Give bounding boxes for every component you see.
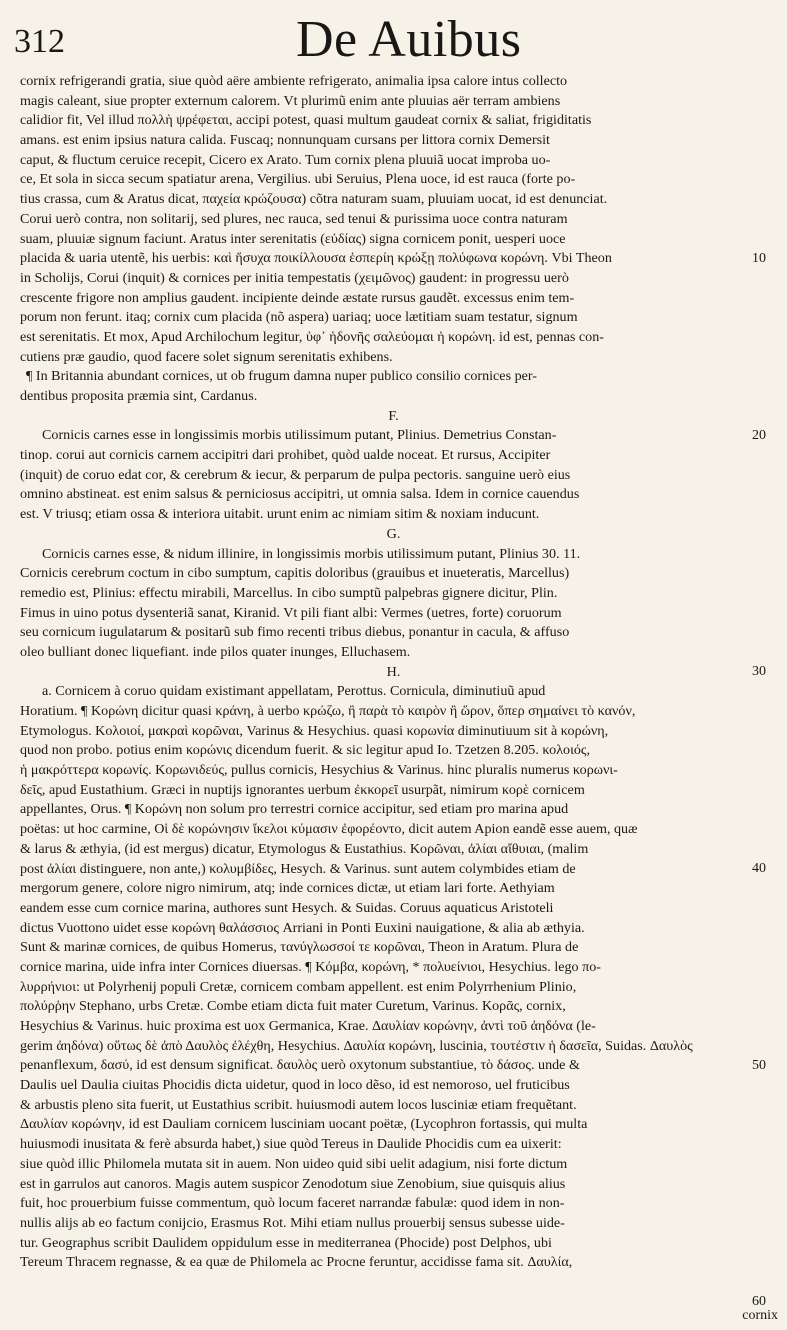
text-line: Sunt & marinæ cornices, de quibus Homerus, τανύγλωσσοί τε κορῶναι, Theon in Aratum. Plura de: [20, 939, 579, 956]
text-line: siue quòd illic Philomela mutata sit in auem. Non uideo quid sibi uelit adagium, nisi forte dictum: [20, 1155, 568, 1172]
text-line: (inquit) de coruo edat cor, & cerebrum & iecur, & perparum de pulpa pectoris. sanguine uerò eius: [20, 466, 571, 483]
text-line: porum non ferunt. itaq; cornix cum placida (nõ aspera) uariaq; uoce lætitiam suam testatur, signum: [20, 309, 578, 326]
text-line: mergorum genere, colore nigro nimirum, atq; inde cornices dictæ, ut etiam lari forte. Aethyiam: [20, 880, 555, 897]
text-line: oleo bulliant donec liquefiant. inde pilos quater inunges, Elluchasem.: [20, 643, 411, 660]
text-line: nullis alijs ab eo factum conijcio, Erasmus Rot. Mihi etiam nullus prouerbij sensus subesse uide-: [20, 1214, 565, 1231]
page-header: [0, 8, 787, 76]
text-line: crescente frigore non amplius gaudent. incipiente deinde æstate rursus gaudẽt. excessus enim tem-: [20, 289, 575, 306]
text-line: cornix refrigerandi gratia, siue quòd aëre ambiente refrigerato, animalia ipsa calore intus collecto: [20, 73, 568, 89]
text-line: δεῖς, apud Eustathium. Græci in nuptijs ignorantes uerbum ἐκκορεῖ usurpãt, nimirum κορὲ cornicem: [20, 781, 585, 798]
text-line: eandem esse cum cornice marina, authores sunt Hesych. & Suidas. Coruus aquaticus Aristoteli: [20, 899, 554, 916]
text-line: tur. Geographus scribit Daulidem oppidulum esse in mediterranea (Phocide) post Delphos, ubi: [20, 1234, 552, 1251]
text-line: Daulis uel Daulia ciuitas Phocidis dicta uidetur, quod in loco dẽso, id est nemoroso, uel fruticibus: [20, 1077, 570, 1094]
text-line: λυρρήνιοι: ut Polyrhenij populi Cretæ, cornicem combam appellent. est enim Polyrrhenium Plinio,: [20, 978, 577, 995]
text-line: post ἀλίαι distinguere, non ante,) κολυμβίδες, Hesych. & Varinus. sunt autem colymbides etiam de: [20, 860, 576, 877]
text-line: Cornicis carnes esse in longissimis morbis utilissimum putant, Plinius. Demetrius Constan-: [42, 427, 557, 444]
text-line: ce, Et sola in sicca secum spatiatur arena, Vergilius. ubi Seruius, Plena uoce, id est rauca (forte po-: [20, 171, 576, 188]
section-heading-h: H.: [386, 663, 401, 680]
text-line: cutiens præ gaudio, quod facere solet signum serenitatis exhibens.: [20, 348, 393, 365]
section-heading-g: G.: [386, 525, 401, 542]
text-line: gerim ἀηδόνα) οὕτως δὲ ἀπὸ Δαυλὸς ἐλέχθη, Hesychius. Δαυλία κορώνη, luscinia, τουτέστιν ἡ δασεῖα, Suidas. Δαυλὸς: [20, 1037, 693, 1054]
text-line: placida & uaria utentẽ, his uerbis: καὶ ἥσυχα ποικίλλουσα ἑσπερίη κρώξῃ πολύφωνα κορώνη. Vbi Theon: [20, 250, 612, 267]
text-line: Cornicis cerebrum coctum in cibo sumptum, capitis doloribus (grauibus et inueteratis, Marcellus): [20, 565, 570, 582]
margin-line-number: 10: [752, 251, 766, 266]
text-line: ¶ In Britannia abundant cornices, ut ob frugum damna nuper publico consilio cornices per-: [26, 368, 537, 385]
text-line: dentibus proposita præmia sint, Cardanus.: [20, 388, 258, 404]
text-line: & arbustis pleno sita fuerit, ut Eustathius scribit. huiusmodi autem locos lusciniæ etiam frequẽtant.: [20, 1096, 577, 1113]
text-line: Horatium. ¶ Κορώνη dicitur quasi κράνη, à uerbo κρώζω, ἢ παρὰ τὸ καιρὸν ἢ ὥρον, ὅπερ σημαίνει τὸ κανόν,: [20, 703, 636, 719]
running-title: De Auibus: [296, 11, 522, 68]
text-line: fuit, hoc prouerbium fuisse commentum, quò locum faceret narrandæ fabulæ: quod idem in non-: [20, 1195, 565, 1212]
text-line: est. V triusq; etiam ossa & interiora uitabit. urunt enim ac nimiam sitim & noxiam inducunt.: [20, 506, 540, 523]
text-line: penanflexum, δασύ, id est densum significat. δαυλὸς uerò oxytonum substantiue, τὸ δάσος. unde &: [20, 1057, 580, 1074]
text-line: Corui uerò contra, non solitarij, sed plures, nec rauca, sed tenui & purissima uoce contra naturam: [20, 210, 568, 227]
text-line: Δαυλίαν κορώνην, id est Dauliam cornicem lusciniam uocant poëtæ, (Lycophron fortassis, qui multa: [20, 1116, 588, 1133]
text-line: huiusmodi inusitata & ferè absurda habet,) siue quòd Tereus in Daulide Phocidis cum ea uixerit:: [20, 1136, 562, 1153]
text-line: poëtas: ut hoc carmine, Οἱ δὲ κορώνησιν ἴκελοι κύμασιν ἐφορέοντο, dicit autem Apion eandẽ esse auem, quæ: [20, 821, 638, 838]
text-line: remedio est, Plinius: effectu mirabili, Marcellus. In cibo sumptũ palpebras gignere dicitur, Plin.: [20, 584, 558, 601]
text-line: calidior fit, Vel illud πολλὴ ψρέφεται, accipi potest, quasi multum gaudeat cornix & saliat, frigiditatis: [20, 112, 592, 129]
text-line: πολύρῥην Stephano, urbs Cretæ. Combe etiam dicta fuit mater Curetum, Varinus. Κορᾶς, cornix,: [20, 998, 566, 1015]
text-line: tius crassa, cum & Aratus dicat, παχεία κρώζουσα) cõtra naturam suam, pluuiam uocat, id est denunciat.: [20, 191, 608, 208]
text-line: & larus & æthyia, (id est mergus) dicatur, Etymologus & Eustathius. Κορῶναι, ἀλίαι αἴθυιαι, (malim: [20, 840, 589, 857]
text-line: cornice marina, uide infra inter Cornices diuersas. ¶ Κόμβα, κορώνη, * πολυείνιοι, Hesychius. lego πο-: [20, 958, 601, 975]
text-line: dictus Vuottono uidet esse κορώνη θαλάσσιος Arriani in Ponti Euxini nauigatione, & alia ab æthyia.: [20, 919, 585, 936]
text-line: quod non probo. potius enim κορώνις dicendum fuerit. & sic legitur apud Io. Tzetzen 8.205. κολοιός,: [20, 742, 591, 759]
margin-line-number: 20: [752, 428, 766, 443]
text-line: Etymologus. Κολοιοί, μακραὶ κορῶναι, Varinus & Hesychius. quasi κορωνία diminutiuum sit à κορώνη,: [20, 722, 609, 739]
catchword: cornix: [742, 1308, 778, 1323]
text-line: amans. est enim ipsius natura calida. Fuscaq; nonnunquam cursans per littora cornix Demersit: [20, 132, 550, 149]
text-line: appellantes, Orus. ¶ Κορώνη non solum pro terrestri cornice accipitur, sed etiam pro marina apud: [20, 801, 569, 818]
text-line: ἡ μακρόττερα κορωνίς. Κορωνιδεύς, pullus cornicis, Hesychius & Varinus. hinc pluralis numerus κορωνι-: [20, 762, 618, 779]
text-line: est in garrulos aut canoros. Magis autem suspicor Zenodotum siue Zenobium, siue quisquis alius: [20, 1175, 566, 1192]
text-line: omnino abstineat. est enim salsus & perniciosus accipitri, ut omnia salsa. Idem in cornice cauendus: [20, 486, 580, 503]
text-line: caput, & fluctum ceruice recepit, Cicero ex Arato. Tum cornix plena pluuiã uocat improba uo-: [20, 151, 551, 168]
margin-line-number: 30: [752, 664, 766, 679]
text-line: suam, pluuiæ signum faciunt. Aratus inter serenitatis (εὐδίας) signa cornicem ponit, uesperi uoce: [20, 230, 566, 247]
section-heading-f: F.: [388, 407, 399, 424]
text-line: Cornicis carnes esse, & nidum illinire, in longissimis morbis utilissimum putant, Plinius 30. 11.: [42, 545, 581, 562]
text-line: Fimus in uino potus dysenteriã sanat, Kiranid. Vt pili fiant albi: Vermes (uetres, forte) coruorum: [20, 604, 562, 621]
text-line: Tereum Thracem regnasse, & ea quæ de Philomela ac Procne feruntur, accidisse fama sit. Δαυλία,: [20, 1254, 573, 1271]
text-line: tinop. corui aut cornicis carnem accipitri dari prohibet, quòd ualde noceat. Et rursus, Accipiter: [20, 447, 551, 464]
text-line: a. Cornicem à coruo quidam existimant appellatam, Perottus. Cornicula, diminutiuũ apud: [42, 683, 546, 700]
page-number: 312: [14, 23, 65, 60]
text-line: magis caleant, siue propter externum calorem. Vt plurimũ enim ante pluuias aër terram ambiens: [20, 92, 561, 109]
margin-line-number: 60: [752, 1294, 766, 1309]
margin-line-number: 50: [752, 1058, 766, 1073]
text-line: Hesychius & Varinus. huic proxima est uox Germanica, Krae. Δαυλίαν κορώνην, ἀντὶ τοῦ ἀηδόνα (le-: [20, 1018, 596, 1034]
text-line: est serenitatis. Et mox, Apud Archilochum legitur, ὑφ᾽ ἡδονῆς σαλεύομαι ἡ κορώνη. id est, pennas con-: [20, 328, 604, 345]
margin-line-number: 40: [752, 861, 766, 876]
text-body: [0, 72, 787, 1273]
text-line: seu cornicum iugulatarum & positarũ sub fimo recenti tribus diebus, ponantur in cacula, & affuso: [20, 624, 570, 641]
text-line: in Scholijs, Corui (inquit) & cornices per initia tempestatis (χειμῶνος) gaudent: in progressu uerò: [20, 269, 569, 286]
